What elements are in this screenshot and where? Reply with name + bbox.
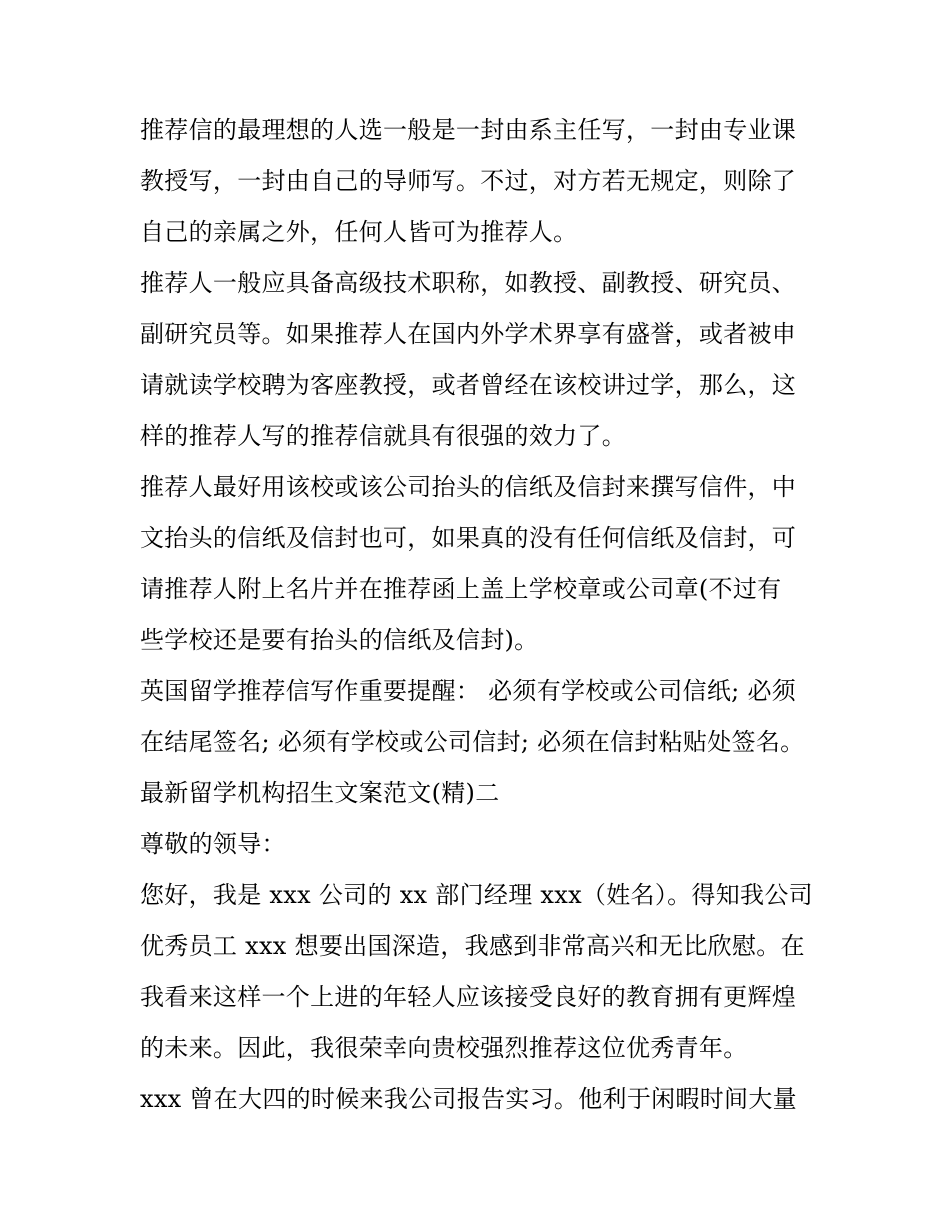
text-line: 请推荐人附上名片并在推荐函上盖上学校章或公司章(不过有 bbox=[140, 575, 782, 603]
text-line: 的未来。因此，我很荣幸向贵校强烈推荐这位优秀青年。 bbox=[140, 1034, 748, 1062]
text-line: 些学校还是要有抬头的信纸及信封)。 bbox=[140, 626, 539, 654]
text-line: 我看来这样一个上进的年轻人应该接受良好的教育拥有更辉煌 bbox=[140, 983, 797, 1011]
text-line: 在结尾签名; 必须有学校或公司信封; 必须在信封粘贴处签名。 bbox=[140, 728, 805, 756]
text-line: 优秀员工 xxx 想要出国深造，我感到非常高兴和无比欣慰。在 bbox=[140, 932, 805, 960]
text-line: xxx 曾在大四的时候来我公司报告实习。他利于闲暇时间大量 bbox=[140, 1085, 797, 1113]
text-line: 文抬头的信纸及信封也可，如果真的没有任何信纸及信封，可 bbox=[140, 524, 797, 552]
section-heading: 最新留学机构招生文案范文(精)二 bbox=[140, 779, 500, 807]
salutation: 尊敬的领导： bbox=[140, 830, 286, 858]
text-line: 英国留学推荐信写作重要提醒： 必须有学校或公司信纸; 必须 bbox=[140, 677, 797, 705]
text-line: 您好，我是 xxx 公司的 xx 部门经理 xxx（姓名）。得知我公司 bbox=[140, 881, 813, 909]
document-body bbox=[140, 110, 812, 1130]
text-line: 自己的亲属之外，任何人皆可为推荐人。 bbox=[140, 218, 578, 246]
text-line: 样的推荐人写的推荐信就具有很强的效力了。 bbox=[140, 422, 626, 450]
text-line: 推荐人最好用该校或该公司抬头的信纸及信封来撰写信件，中 bbox=[140, 473, 797, 501]
text-line: 请就读学校聘为客座教授，或者曾经在该校讲过学，那么，这 bbox=[140, 371, 797, 399]
text-line: 推荐人一般应具备高级技术职称，如教授、副教授、研究员、 bbox=[140, 269, 797, 297]
text-line: 副研究员等。如果推荐人在国内外学术界享有盛誉，或者被申 bbox=[140, 320, 797, 348]
text-line: 教授写，一封由自己的导师写。不过，对方若无规定，则除了 bbox=[140, 167, 797, 195]
text-line: 推荐信的最理想的人选一般是一封由系主任写，一封由专业课 bbox=[140, 116, 797, 144]
